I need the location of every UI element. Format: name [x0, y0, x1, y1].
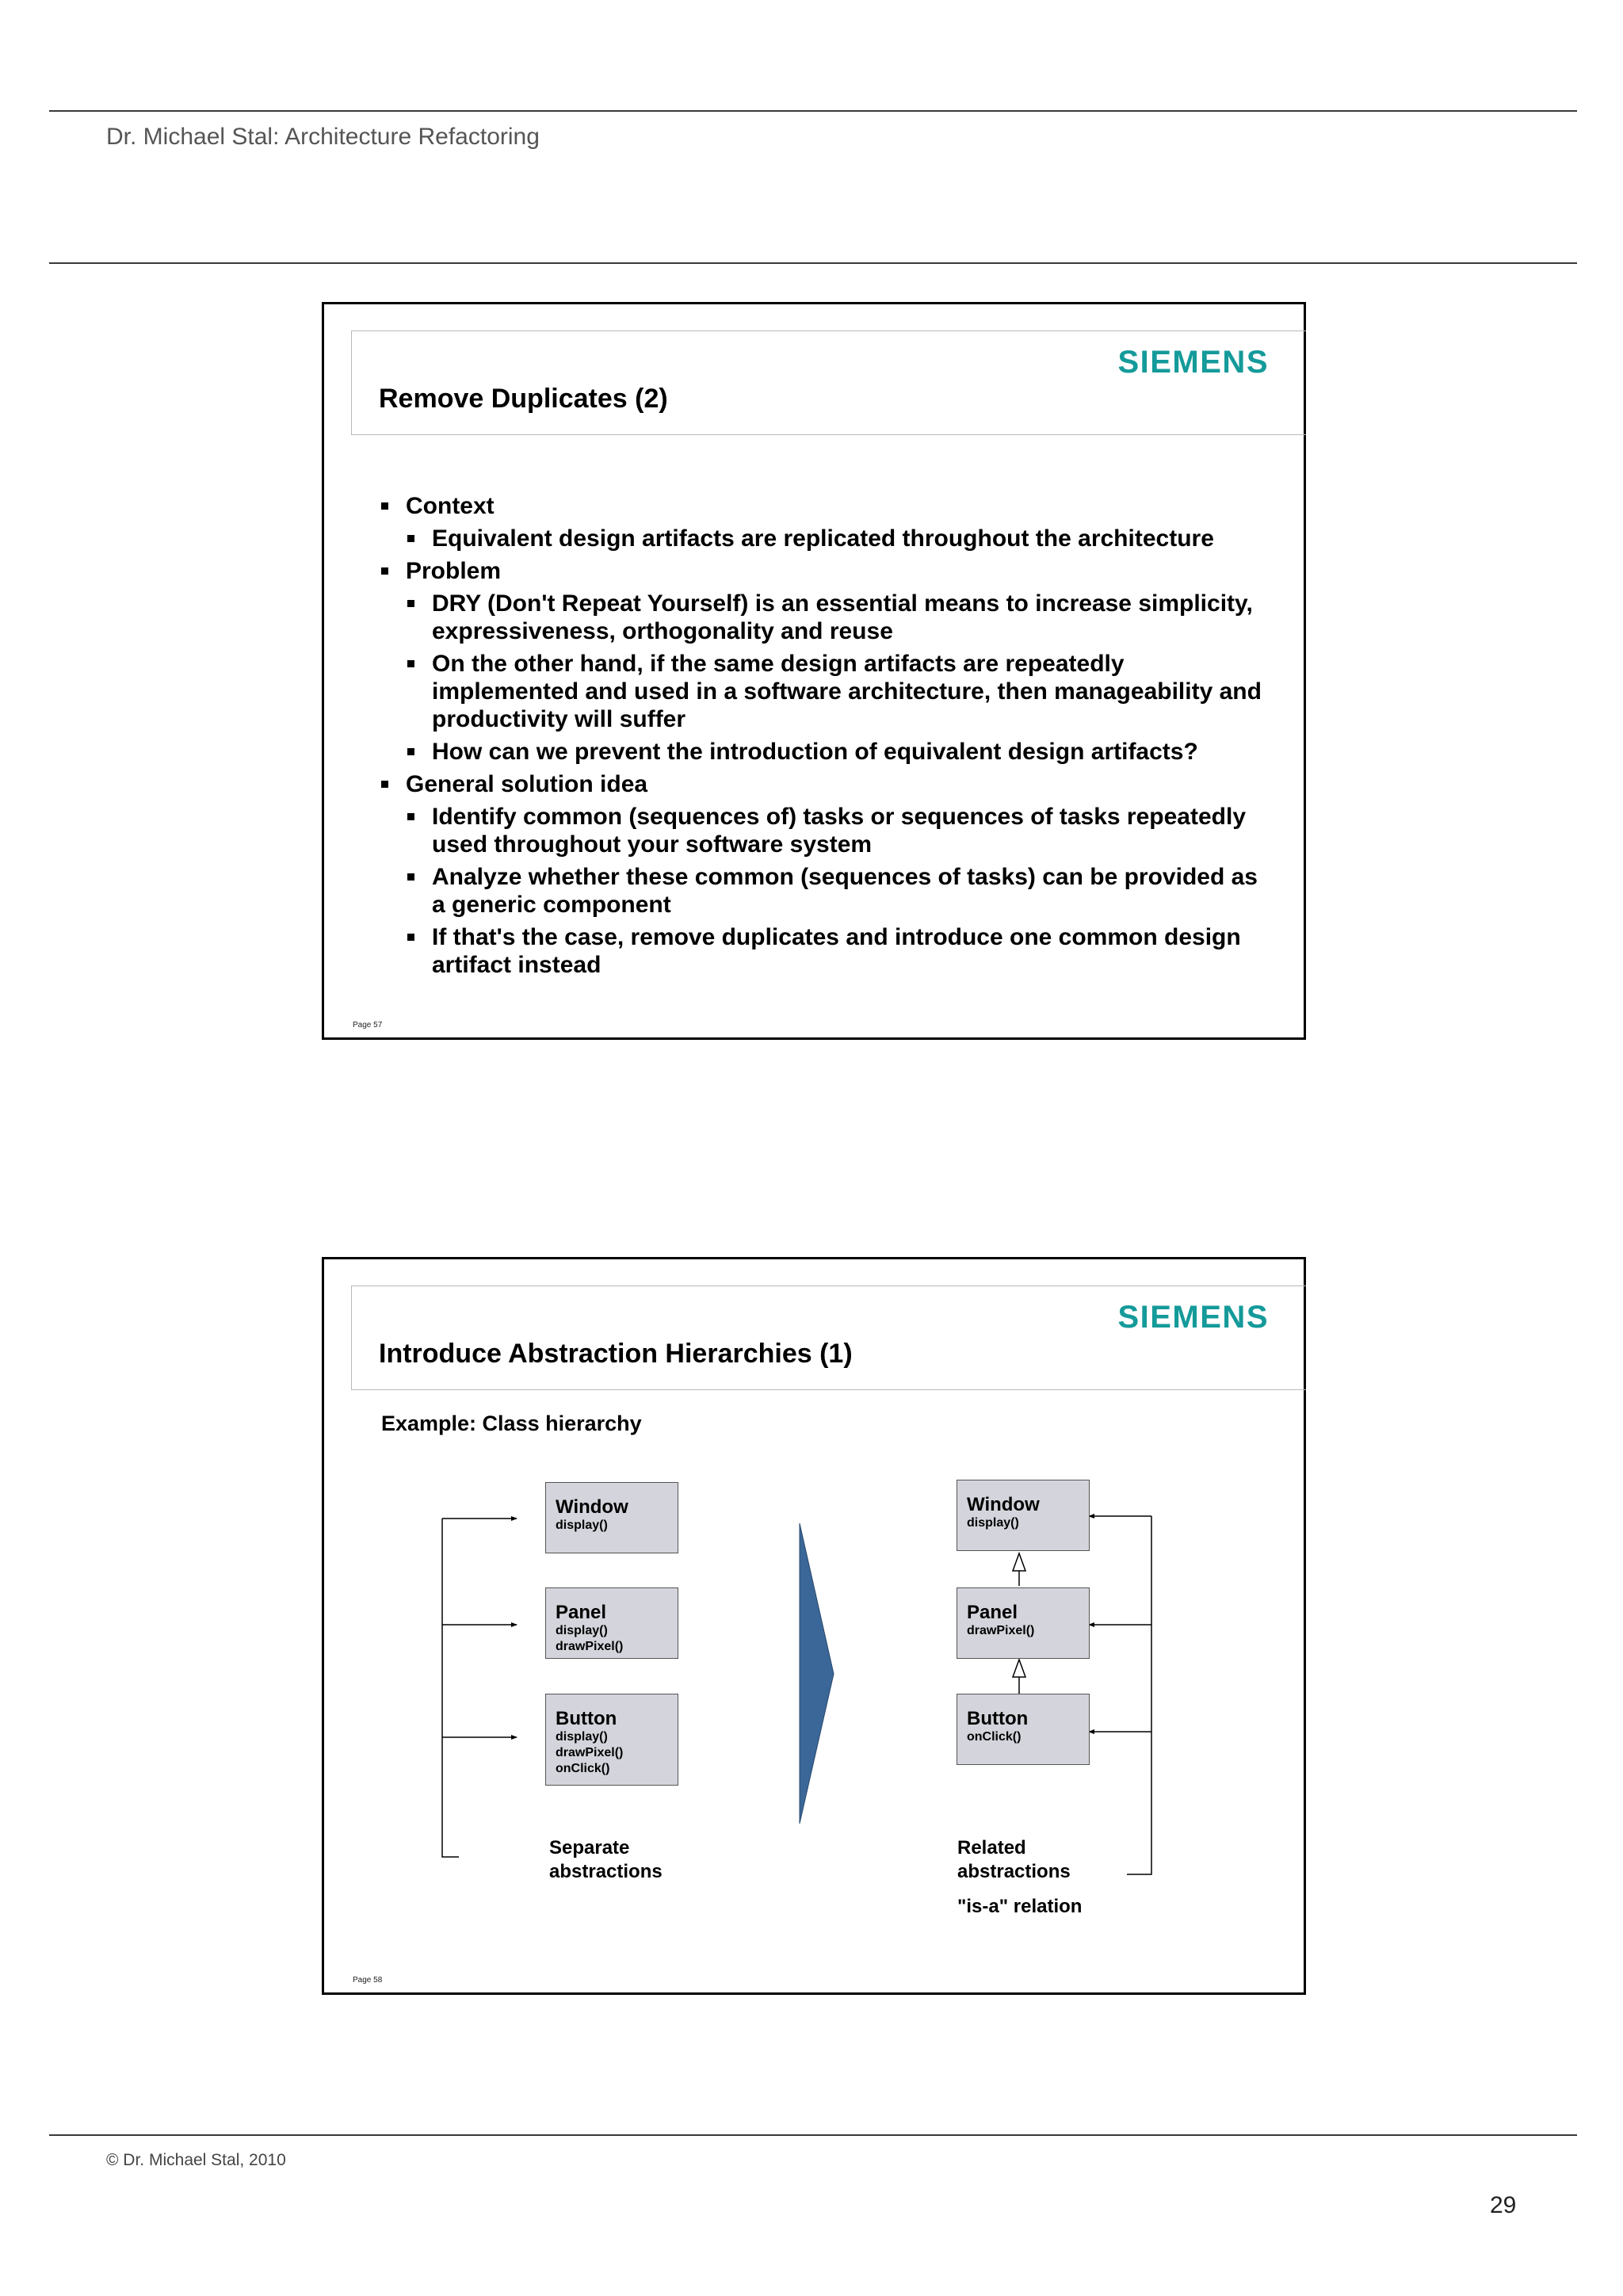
right-caption [957, 1836, 1071, 1884]
class-operation: display() [556, 1624, 608, 1637]
page-number: 29 [1490, 2192, 1517, 2218]
slide-remove-duplicates [322, 302, 1306, 1040]
sub-bullet-item: Analyze whether these common (sequences of tasks) can be provided as a generic component [381, 863, 1269, 919]
is-a-relation-label: "is-a" relation [957, 1896, 1083, 1917]
transformation-arrow [800, 1523, 834, 1824]
inheritance-triangle [1013, 1660, 1025, 1677]
inheritance-triangle [1013, 1553, 1025, 1571]
sub-bullet-item: DRY (Don't Repeat Yourself) is an essential means to increase simplicity, expressiveness, orthogonality and reuse [381, 590, 1269, 645]
class-name: Panel [556, 1602, 607, 1623]
class-operation: onClick() [556, 1762, 610, 1775]
caption-line: Separate [549, 1837, 630, 1859]
class-box-button-right [957, 1694, 1090, 1765]
class-box-window-right [957, 1480, 1090, 1551]
left-caption [549, 1836, 663, 1884]
class-operation: display() [556, 1519, 608, 1532]
class-name: Button [556, 1708, 617, 1729]
sub-bullet-item: On the other hand, if the same design artifacts are repeatedly implemented and used in a software architecture, then manageability and productivity will suffer [381, 650, 1269, 733]
class-operation: onClick() [967, 1730, 1022, 1744]
class-name: Button [967, 1708, 1029, 1729]
class-box-button-left [545, 1694, 678, 1786]
caption-line: abstractions [549, 1861, 663, 1882]
sub-bullet-item: Equivalent design artifacts are replicated throughout the architecture [381, 525, 1269, 552]
slide-page-label: Page 57 [353, 1021, 383, 1030]
slide-title: Introduce Abstraction Hierarchies (1) [379, 1339, 853, 1369]
slide-title: Remove Duplicates (2) [379, 384, 668, 414]
header-rule-bottom [49, 262, 1577, 264]
document-header-title: Dr. Michael Stal: Architecture Refactoring [106, 124, 540, 150]
siemens-logo: SIEMENS [1117, 1300, 1269, 1335]
class-name: Window [967, 1494, 1040, 1515]
bullet-item: Context [381, 492, 1269, 520]
bullet-item: General solution idea [381, 770, 1269, 798]
footer-rule [49, 2134, 1577, 2136]
caption-line: abstractions [957, 1861, 1071, 1882]
siemens-logo: SIEMENS [1117, 345, 1269, 380]
class-operation: display() [967, 1516, 1019, 1530]
class-box-window-left [545, 1482, 678, 1553]
class-name: Panel [967, 1602, 1018, 1623]
class-operation: drawPixel() [967, 1624, 1035, 1637]
slide-abstraction-hierarchies [322, 1257, 1306, 1995]
class-box-panel-right [957, 1587, 1090, 1659]
right-bracket-spine [1127, 1516, 1151, 1874]
header-rule-top [49, 110, 1577, 112]
class-name: Window [556, 1496, 628, 1518]
caption-line: Related [957, 1837, 1026, 1859]
class-diagram-connectors [324, 1259, 1304, 1992]
sub-bullet-item: Identify common (sequences of) tasks or sequences of tasks repeatedly used throughout your software system [381, 803, 1269, 858]
class-operation: drawPixel() [556, 1746, 624, 1759]
class-operation: drawPixel() [556, 1640, 624, 1653]
slide-page-label: Page 58 [353, 1976, 383, 1985]
left-bracket-spine [442, 1519, 459, 1857]
example-label: Example: Class hierarchy [381, 1412, 642, 1435]
footer-copyright: © Dr. Michael Stal, 2010 [106, 2151, 286, 2169]
slide-header [351, 330, 1306, 435]
sub-bullet-item: How can we prevent the introduction of equivalent design artifacts? [381, 738, 1269, 766]
bullet-item: Problem [381, 557, 1269, 585]
class-box-panel-left [545, 1587, 678, 1659]
sub-bullet-item: If that's the case, remove duplicates and introduce one common design artifact instead [381, 923, 1269, 979]
bullet-list [381, 492, 1269, 979]
class-operation: display() [556, 1730, 608, 1744]
